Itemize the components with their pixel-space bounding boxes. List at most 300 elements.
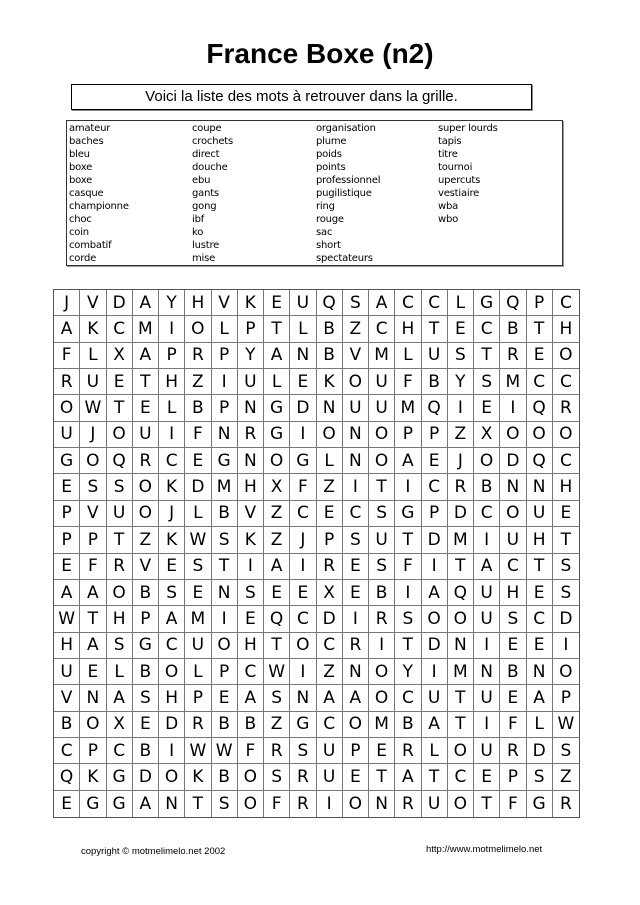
grid-cell[interactable]: O [54, 395, 80, 421]
grid-cell[interactable]: D [317, 606, 343, 632]
grid-cell[interactable]: O [80, 448, 106, 474]
grid-cell[interactable]: N [474, 659, 500, 685]
grid-cell[interactable]: X [317, 580, 343, 606]
grid-cell[interactable]: V [212, 290, 238, 316]
grid-cell[interactable]: B [185, 395, 211, 421]
grid-cell[interactable]: C [290, 501, 316, 527]
grid-cell[interactable]: B [474, 474, 500, 500]
grid-cell[interactable]: H [185, 290, 211, 316]
grid-cell[interactable]: P [422, 501, 448, 527]
grid-cell[interactable]: A [107, 685, 133, 711]
grid-cell[interactable]: U [290, 290, 316, 316]
grid-cell[interactable]: A [54, 580, 80, 606]
grid-cell[interactable]: U [422, 791, 448, 817]
grid-cell[interactable]: U [107, 501, 133, 527]
grid-cell[interactable]: D [500, 448, 526, 474]
grid-cell[interactable]: O [343, 791, 369, 817]
grid-cell[interactable]: P [343, 738, 369, 764]
grid-cell[interactable]: T [369, 764, 395, 790]
grid-cell[interactable]: C [553, 290, 579, 316]
grid-cell[interactable]: G [395, 501, 421, 527]
grid-cell[interactable]: R [317, 554, 343, 580]
grid-cell[interactable]: O [448, 791, 474, 817]
grid-cell[interactable]: R [395, 738, 421, 764]
grid-cell[interactable]: S [185, 554, 211, 580]
grid-cell[interactable]: C [553, 369, 579, 395]
grid-cell[interactable]: D [422, 527, 448, 553]
grid-cell[interactable]: F [290, 474, 316, 500]
grid-cell[interactable]: V [343, 343, 369, 369]
grid-cell[interactable]: R [185, 343, 211, 369]
grid-cell[interactable]: L [80, 343, 106, 369]
grid-cell[interactable]: B [54, 712, 80, 738]
grid-cell[interactable]: Z [264, 501, 290, 527]
grid-cell[interactable]: R [238, 422, 264, 448]
grid-cell[interactable]: O [159, 659, 185, 685]
grid-cell[interactable]: L [264, 369, 290, 395]
grid-cell[interactable]: U [422, 343, 448, 369]
grid-cell[interactable]: K [185, 764, 211, 790]
grid-cell[interactable]: L [290, 316, 316, 342]
grid-cell[interactable]: W [80, 395, 106, 421]
grid-cell[interactable]: C [474, 316, 500, 342]
grid-cell[interactable]: A [133, 791, 159, 817]
grid-cell[interactable]: P [395, 422, 421, 448]
grid-cell[interactable]: U [527, 501, 553, 527]
grid-cell[interactable]: M [448, 527, 474, 553]
grid-cell[interactable]: D [185, 474, 211, 500]
grid-cell[interactable]: Q [527, 395, 553, 421]
grid-cell[interactable]: T [395, 633, 421, 659]
grid-cell[interactable]: L [317, 448, 343, 474]
grid-cell[interactable]: U [317, 738, 343, 764]
grid-cell[interactable]: F [54, 343, 80, 369]
grid-cell[interactable]: H [527, 527, 553, 553]
grid-cell[interactable]: N [80, 685, 106, 711]
grid-cell[interactable]: E [500, 633, 526, 659]
grid-cell[interactable]: S [107, 633, 133, 659]
grid-cell[interactable]: L [527, 712, 553, 738]
grid-cell[interactable]: S [107, 474, 133, 500]
grid-cell[interactable]: H [159, 369, 185, 395]
grid-cell[interactable]: A [395, 448, 421, 474]
grid-cell[interactable]: E [317, 501, 343, 527]
grid-cell[interactable]: H [553, 474, 579, 500]
grid-cell[interactable]: L [107, 659, 133, 685]
grid-cell[interactable]: N [448, 633, 474, 659]
grid-cell[interactable]: T [422, 764, 448, 790]
grid-cell[interactable]: M [133, 316, 159, 342]
grid-cell[interactable]: N [343, 422, 369, 448]
grid-cell[interactable]: B [133, 580, 159, 606]
grid-cell[interactable]: O [212, 633, 238, 659]
grid-cell[interactable]: O [448, 606, 474, 632]
grid-cell[interactable]: D [159, 712, 185, 738]
grid-cell[interactable]: M [369, 343, 395, 369]
grid-cell[interactable]: T [107, 527, 133, 553]
grid-cell[interactable]: F [500, 791, 526, 817]
grid-cell[interactable]: O [159, 764, 185, 790]
grid-cell[interactable]: O [474, 448, 500, 474]
grid-cell[interactable]: V [54, 685, 80, 711]
grid-cell[interactable]: D [422, 633, 448, 659]
grid-cell[interactable]: C [290, 606, 316, 632]
grid-cell[interactable]: A [343, 685, 369, 711]
grid-cell[interactable]: S [527, 764, 553, 790]
grid-cell[interactable]: N [500, 474, 526, 500]
grid-cell[interactable]: G [212, 448, 238, 474]
grid-cell[interactable]: U [80, 369, 106, 395]
grid-cell[interactable]: E [264, 290, 290, 316]
grid-cell[interactable]: G [264, 395, 290, 421]
grid-cell[interactable]: L [422, 738, 448, 764]
grid-cell[interactable]: C [369, 316, 395, 342]
grid-cell[interactable]: D [107, 290, 133, 316]
grid-cell[interactable]: G [290, 712, 316, 738]
grid-cell[interactable]: C [159, 448, 185, 474]
grid-cell[interactable]: E [343, 580, 369, 606]
grid-cell[interactable]: Q [264, 606, 290, 632]
grid-cell[interactable]: F [238, 738, 264, 764]
grid-cell[interactable]: T [422, 316, 448, 342]
grid-cell[interactable]: A [133, 290, 159, 316]
grid-cell[interactable]: H [54, 633, 80, 659]
grid-cell[interactable]: N [212, 422, 238, 448]
grid-cell[interactable]: Q [107, 448, 133, 474]
grid-cell[interactable]: E [238, 606, 264, 632]
grid-cell[interactable]: V [80, 501, 106, 527]
grid-cell[interactable]: S [553, 580, 579, 606]
grid-cell[interactable]: I [500, 395, 526, 421]
grid-cell[interactable]: S [212, 527, 238, 553]
grid-cell[interactable]: N [212, 580, 238, 606]
grid-cell[interactable]: T [448, 685, 474, 711]
grid-cell[interactable]: E [185, 580, 211, 606]
grid-cell[interactable]: O [553, 422, 579, 448]
grid-cell[interactable]: Q [527, 448, 553, 474]
grid-cell[interactable]: S [395, 606, 421, 632]
grid-cell[interactable]: E [474, 395, 500, 421]
grid-cell[interactable]: Z [264, 712, 290, 738]
grid-cell[interactable]: O [264, 448, 290, 474]
grid-cell[interactable]: C [527, 369, 553, 395]
grid-cell[interactable]: I [474, 527, 500, 553]
grid-cell[interactable]: G [133, 633, 159, 659]
grid-cell[interactable]: R [290, 764, 316, 790]
grid-cell[interactable]: K [80, 316, 106, 342]
grid-cell[interactable]: G [54, 448, 80, 474]
grid-cell[interactable]: P [500, 764, 526, 790]
grid-cell[interactable]: O [369, 659, 395, 685]
grid-cell[interactable]: B [212, 501, 238, 527]
grid-cell[interactable]: E [448, 316, 474, 342]
grid-cell[interactable]: R [343, 633, 369, 659]
grid-cell[interactable]: F [264, 791, 290, 817]
grid-cell[interactable]: U [238, 369, 264, 395]
grid-cell[interactable]: I [212, 606, 238, 632]
grid-cell[interactable]: E [290, 580, 316, 606]
grid-cell[interactable]: M [212, 474, 238, 500]
grid-cell[interactable]: I [290, 554, 316, 580]
grid-cell[interactable]: S [159, 580, 185, 606]
grid-cell[interactable]: Y [395, 659, 421, 685]
grid-cell[interactable]: K [238, 290, 264, 316]
grid-cell[interactable]: P [133, 606, 159, 632]
grid-cell[interactable]: N [527, 474, 553, 500]
grid-cell[interactable]: E [54, 791, 80, 817]
grid-cell[interactable]: I [290, 659, 316, 685]
grid-cell[interactable]: V [80, 290, 106, 316]
grid-cell[interactable]: K [238, 527, 264, 553]
grid-cell[interactable]: I [395, 474, 421, 500]
grid-cell[interactable]: C [107, 738, 133, 764]
grid-cell[interactable]: O [238, 791, 264, 817]
grid-cell[interactable]: R [54, 369, 80, 395]
site-url-link[interactable]: http://www.motmelimelo.net [426, 844, 543, 855]
grid-cell[interactable]: E [133, 712, 159, 738]
grid-cell[interactable]: E [80, 659, 106, 685]
grid-cell[interactable]: B [133, 738, 159, 764]
grid-cell[interactable]: O [553, 659, 579, 685]
grid-cell[interactable]: P [422, 422, 448, 448]
grid-cell[interactable]: E [343, 554, 369, 580]
grid-cell[interactable]: P [212, 343, 238, 369]
grid-cell[interactable]: C [553, 448, 579, 474]
grid-cell[interactable]: O [317, 422, 343, 448]
grid-cell[interactable]: U [474, 606, 500, 632]
grid-cell[interactable]: O [133, 474, 159, 500]
grid-cell[interactable]: E [527, 343, 553, 369]
grid-cell[interactable]: S [80, 474, 106, 500]
grid-cell[interactable]: T [185, 791, 211, 817]
grid-cell[interactable]: T [107, 395, 133, 421]
grid-cell[interactable]: R [107, 554, 133, 580]
grid-cell[interactable]: I [343, 474, 369, 500]
grid-cell[interactable]: A [80, 580, 106, 606]
grid-cell[interactable]: I [159, 316, 185, 342]
grid-cell[interactable]: E [369, 738, 395, 764]
grid-cell[interactable]: A [317, 685, 343, 711]
grid-cell[interactable]: T [264, 633, 290, 659]
grid-cell[interactable]: B [369, 580, 395, 606]
grid-cell[interactable]: O [369, 685, 395, 711]
grid-cell[interactable]: Y [238, 343, 264, 369]
grid-cell[interactable]: H [553, 316, 579, 342]
grid-cell[interactable]: H [107, 606, 133, 632]
grid-cell[interactable]: E [54, 554, 80, 580]
grid-cell[interactable]: U [369, 527, 395, 553]
grid-cell[interactable]: T [369, 474, 395, 500]
grid-cell[interactable]: N [369, 791, 395, 817]
grid-cell[interactable]: J [159, 501, 185, 527]
grid-cell[interactable]: E [212, 685, 238, 711]
grid-cell[interactable]: T [395, 527, 421, 553]
grid-cell[interactable]: R [369, 606, 395, 632]
grid-cell[interactable]: Y [448, 369, 474, 395]
grid-cell[interactable]: C [159, 633, 185, 659]
grid-cell[interactable]: N [343, 448, 369, 474]
grid-cell[interactable]: R [553, 395, 579, 421]
grid-cell[interactable]: Z [133, 527, 159, 553]
grid-cell[interactable]: R [185, 712, 211, 738]
grid-cell[interactable]: I [422, 554, 448, 580]
grid-cell[interactable]: L [159, 395, 185, 421]
grid-cell[interactable]: I [369, 633, 395, 659]
grid-cell[interactable]: C [395, 685, 421, 711]
grid-cell[interactable]: F [395, 554, 421, 580]
grid-cell[interactable]: I [317, 791, 343, 817]
grid-cell[interactable]: F [185, 422, 211, 448]
grid-cell[interactable]: P [159, 343, 185, 369]
grid-cell[interactable]: C [54, 738, 80, 764]
grid-cell[interactable]: M [185, 606, 211, 632]
grid-cell[interactable]: S [238, 580, 264, 606]
grid-cell[interactable]: K [159, 474, 185, 500]
grid-cell[interactable]: K [80, 764, 106, 790]
grid-cell[interactable]: Z [317, 474, 343, 500]
grid-cell[interactable]: O [107, 580, 133, 606]
grid-cell[interactable]: E [527, 580, 553, 606]
grid-cell[interactable]: Z [448, 422, 474, 448]
grid-cell[interactable]: E [474, 764, 500, 790]
grid-cell[interactable]: X [264, 474, 290, 500]
grid-cell[interactable]: O [238, 764, 264, 790]
grid-cell[interactable]: L [448, 290, 474, 316]
grid-cell[interactable]: E [54, 474, 80, 500]
grid-cell[interactable]: S [474, 369, 500, 395]
grid-cell[interactable]: G [474, 290, 500, 316]
grid-cell[interactable]: O [107, 422, 133, 448]
grid-cell[interactable]: C [422, 290, 448, 316]
grid-cell[interactable]: U [133, 422, 159, 448]
grid-cell[interactable]: A [238, 685, 264, 711]
grid-cell[interactable]: C [527, 606, 553, 632]
grid-cell[interactable]: T [448, 712, 474, 738]
grid-cell[interactable]: X [474, 422, 500, 448]
grid-cell[interactable]: S [553, 554, 579, 580]
grid-cell[interactable]: S [500, 606, 526, 632]
grid-cell[interactable]: T [133, 369, 159, 395]
grid-cell[interactable]: T [474, 343, 500, 369]
grid-cell[interactable]: E [159, 554, 185, 580]
grid-cell[interactable]: M [395, 395, 421, 421]
grid-cell[interactable]: F [80, 554, 106, 580]
grid-cell[interactable]: D [290, 395, 316, 421]
grid-cell[interactable]: J [80, 422, 106, 448]
grid-cell[interactable]: D [448, 501, 474, 527]
grid-cell[interactable]: T [527, 554, 553, 580]
grid-cell[interactable]: A [264, 343, 290, 369]
grid-cell[interactable]: I [159, 422, 185, 448]
grid-cell[interactable]: S [343, 527, 369, 553]
grid-cell[interactable]: P [185, 685, 211, 711]
grid-cell[interactable]: U [474, 685, 500, 711]
grid-cell[interactable]: B [317, 316, 343, 342]
grid-cell[interactable]: E [422, 448, 448, 474]
grid-cell[interactable]: K [159, 527, 185, 553]
grid-cell[interactable]: H [500, 580, 526, 606]
grid-cell[interactable]: J [448, 448, 474, 474]
grid-cell[interactable]: E [500, 685, 526, 711]
grid-cell[interactable]: A [422, 580, 448, 606]
grid-cell[interactable]: K [317, 369, 343, 395]
grid-cell[interactable]: S [343, 290, 369, 316]
grid-cell[interactable]: I [238, 554, 264, 580]
grid-cell[interactable]: B [422, 369, 448, 395]
grid-cell[interactable]: Q [422, 395, 448, 421]
grid-cell[interactable]: B [395, 712, 421, 738]
grid-cell[interactable]: T [553, 527, 579, 553]
grid-cell[interactable]: U [317, 764, 343, 790]
grid-cell[interactable]: B [238, 712, 264, 738]
grid-cell[interactable]: O [422, 606, 448, 632]
grid-cell[interactable]: M [448, 659, 474, 685]
grid-cell[interactable]: M [369, 712, 395, 738]
grid-cell[interactable]: H [238, 633, 264, 659]
grid-cell[interactable]: E [107, 369, 133, 395]
grid-cell[interactable]: H [395, 316, 421, 342]
grid-cell[interactable]: C [317, 633, 343, 659]
grid-cell[interactable]: J [290, 527, 316, 553]
grid-cell[interactable]: E [185, 448, 211, 474]
grid-cell[interactable]: A [54, 316, 80, 342]
grid-cell[interactable]: V [238, 501, 264, 527]
grid-cell[interactable]: P [317, 527, 343, 553]
grid-cell[interactable]: A [369, 290, 395, 316]
grid-cell[interactable]: O [553, 343, 579, 369]
grid-cell[interactable]: G [290, 448, 316, 474]
grid-cell[interactable]: Z [343, 316, 369, 342]
grid-cell[interactable]: L [185, 501, 211, 527]
grid-cell[interactable]: A [133, 343, 159, 369]
grid-cell[interactable]: A [527, 685, 553, 711]
grid-cell[interactable]: W [185, 527, 211, 553]
grid-cell[interactable]: S [264, 685, 290, 711]
grid-cell[interactable]: U [500, 527, 526, 553]
grid-cell[interactable]: Z [317, 659, 343, 685]
grid-cell[interactable]: O [500, 501, 526, 527]
grid-cell[interactable]: J [54, 290, 80, 316]
grid-cell[interactable]: R [264, 738, 290, 764]
grid-cell[interactable]: A [264, 554, 290, 580]
grid-cell[interactable]: N [159, 791, 185, 817]
grid-cell[interactable]: S [553, 738, 579, 764]
grid-cell[interactable]: B [133, 659, 159, 685]
grid-cell[interactable]: O [290, 633, 316, 659]
grid-cell[interactable]: F [500, 712, 526, 738]
grid-cell[interactable]: L [395, 343, 421, 369]
grid-cell[interactable]: C [500, 554, 526, 580]
grid-cell[interactable]: T [264, 316, 290, 342]
grid-cell[interactable]: P [54, 501, 80, 527]
grid-cell[interactable]: I [474, 633, 500, 659]
grid-cell[interactable]: S [369, 554, 395, 580]
grid-cell[interactable]: P [54, 527, 80, 553]
grid-cell[interactable]: P [553, 685, 579, 711]
grid-cell[interactable]: N [290, 343, 316, 369]
grid-cell[interactable]: E [290, 369, 316, 395]
grid-cell[interactable]: T [527, 316, 553, 342]
grid-cell[interactable]: I [422, 659, 448, 685]
grid-cell[interactable]: N [343, 659, 369, 685]
grid-cell[interactable]: X [107, 343, 133, 369]
grid-cell[interactable]: S [290, 738, 316, 764]
grid-cell[interactable]: R [559, 793, 572, 814]
grid-cell[interactable]: B [500, 659, 526, 685]
grid-cell[interactable]: B [212, 764, 238, 790]
grid-cell[interactable]: Z [553, 764, 579, 790]
grid-cell[interactable]: O [500, 422, 526, 448]
